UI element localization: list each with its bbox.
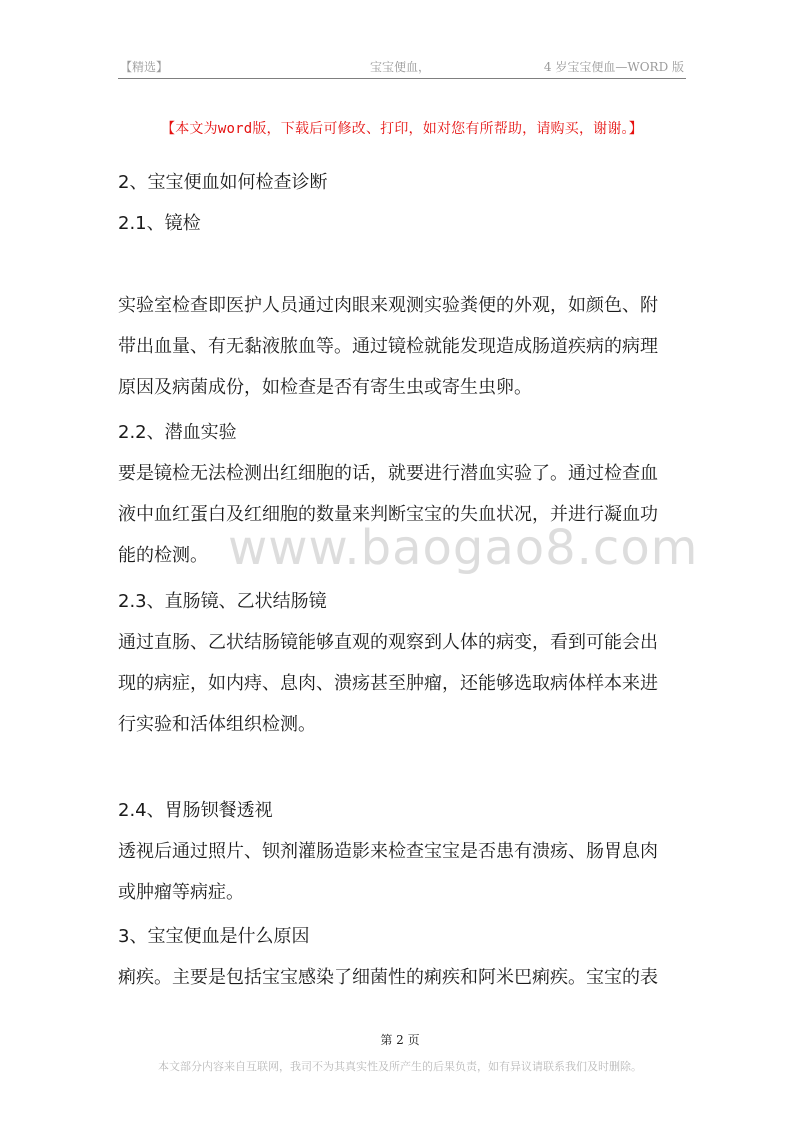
- paragraph-line: 带出血量、有无黏液脓血等。通过镜检就能发现造成肠道疾病的病理: [118, 336, 658, 357]
- paragraph-2-4: [118, 831, 690, 913]
- heading-text: 2.2、潜血实验: [118, 422, 237, 443]
- paragraph-line: 能的检测。: [118, 545, 208, 566]
- heading-text: 3、宝宝便血是什么原因: [118, 926, 310, 947]
- paragraph-line: 现的病症，如内痔、息肉、溃疡甚至肿瘤，还能够选取病体样本来进: [118, 673, 658, 694]
- heading-text: 2、宝宝便血如何检查诊断: [118, 172, 328, 193]
- section-heading-2: [118, 162, 690, 203]
- section-heading-2-3: [118, 581, 690, 622]
- section-heading-2-4: [118, 790, 690, 831]
- paragraph-3: [118, 957, 690, 998]
- paragraph-line: 或肿瘤等病症。: [118, 882, 244, 903]
- paragraph-2-3: [118, 622, 690, 745]
- paragraph-line: 原因及病菌成份，如检查是否有寄生虫或寄生虫卵。: [118, 377, 532, 398]
- paragraph-line: 痢疾。主要是包括宝宝感染了细菌性的痢疾和阿米巴痢疾。宝宝的表: [118, 967, 658, 988]
- watermark: www.baogao8.com: [228, 520, 699, 576]
- footer-disclaimer: 本文部分内容来自互联网，我司不为其真实性及所产生的后果负责，如有异议请联系我们及时删除。: [158, 1060, 642, 1073]
- paragraph-2-1: [118, 285, 690, 408]
- paragraph-line: 行实验和活体组织检测。: [118, 714, 316, 735]
- section-heading-3: [118, 916, 690, 957]
- heading-text: 2.1、镜检: [118, 213, 201, 234]
- header-right-label: 4 岁宝宝便血—WORD 版: [543, 60, 684, 74]
- section-heading-2-1: [118, 203, 690, 244]
- paragraph-line: 透视后通过照片、钡剂灌肠造影来检查宝宝是否患有溃疡、肠胃息肉: [118, 841, 658, 862]
- page-number: 第 2 页: [380, 1033, 420, 1047]
- page-header: [118, 56, 686, 79]
- header-left-label: 【精选】: [120, 60, 169, 74]
- section-heading-2-2: [118, 412, 690, 453]
- heading-text: 2.4、胃肠钡餐透视: [118, 800, 273, 821]
- paragraph-line: 实验室检查即医护人员通过肉眼来观测实验粪便的外观，如颜色、附: [118, 295, 658, 316]
- paragraph-line: 通过直肠、乙状结肠镜能够直观的观察到人体的病变，看到可能会出: [118, 632, 658, 653]
- heading-text: 2.3、直肠镜、乙状结肠镜: [118, 591, 327, 612]
- paragraph-line: 要是镜检无法检测出红细胞的话，就要进行潜血实验了。通过检查血: [118, 463, 658, 484]
- purchase-notice: 【本文为word版，下载后可修改、打印，如对您有所帮助，请购买，谢谢。】: [161, 121, 643, 137]
- paragraph-line: 液中血红蛋白及红细胞的数量来判断宝宝的失血状况，并进行凝血功: [118, 504, 658, 525]
- header-center-label: 宝宝便血，: [370, 60, 431, 74]
